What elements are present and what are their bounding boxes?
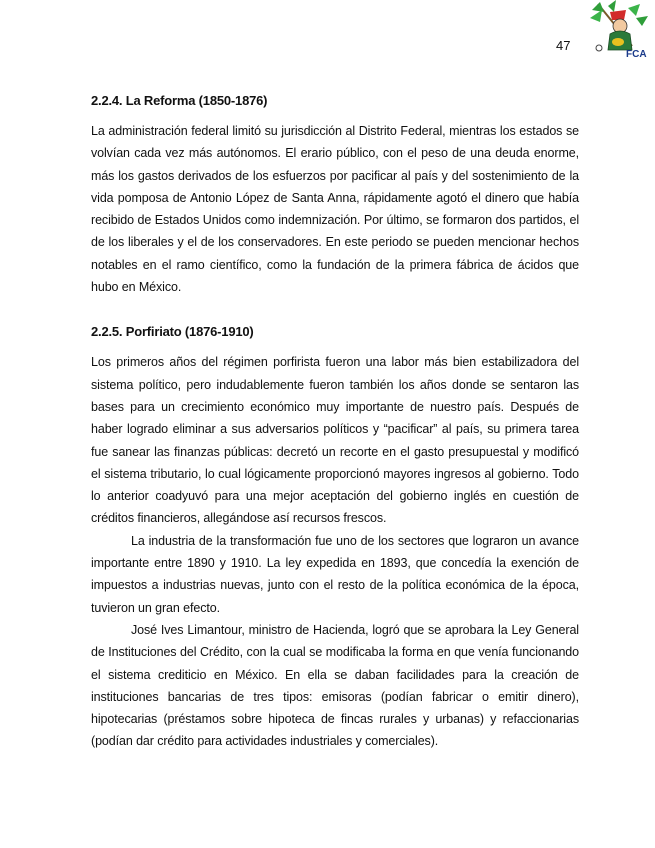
- section-heading-la-reforma: 2.2.4. La Reforma (1850-1876): [91, 93, 268, 108]
- svg-text:FCA: FCA: [626, 49, 647, 60]
- page-number: 47: [556, 38, 571, 53]
- fca-mascot-logo-icon: [588, 0, 650, 64]
- section-heading-porfiriato: 2.2.5. Porfiriato (1876-1910): [91, 324, 254, 340]
- paragraph: La industria de la transformación fue uno de los sectores que lograron un avance importante entre 1890 y 1910. La ley expedida en 1893, que concedía la exención de impuestos a industrias nuevas, junto con el resto de la política económica de la época, tuvieron un gran efecto.: [91, 533, 579, 615]
- paragraph: José Ives Limantour, ministro de Hacienda, logró que se aprobara la Ley General de Instituciones del Crédito, con la cual se modificaba la forma en que venía funcionando el sistema crediticio en México. En ella se daban facilidades para la creación de instituciones bancarias de tres tipos: emisoras (podían fabricar o emitir dinero), hipotecarias (préstamos sobre hipoteca de fincas rurales y urbanas) y refaccionarias (podían dar crédito para actividades industriales y comerciales).: [91, 622, 579, 749]
- paragraph: La administración federal limitó su jurisdicción al Distrito Federal, mientras los estados se volvían cada vez más autónomos. El erario público, con el peso de una deuda enorme, más los gastos derivados de los esfuerzos por pacificar al país y del sostenimiento de la vida pomposa de Antonio López de Santa Anna, rápidamente agotó el dinero que había recibido de Estados Unidos como indemnización. Por último, se formaron dos partidos, el de los liberales y el de los conservadores. En este periodo se pueden mencionar hechos notables en el ramo científico, como la fundación de la primera fábrica de ácidos que hubo en México.: [91, 124, 579, 295]
- paragraph: Los primeros años del régimen porfirista fueron una labor más bien estabilizadora del sistema político, pero indudablemente fueron también los años donde se sentaron las bases para un crecimiento económico muy importante de nuestro país. Después de haber logrado eliminar a sus adversarios políticos y “pacificar” al país, su primera tarea fue sanear las finanzas públicas: decretó un recorte en el gasto presupuestal y modificó el sistema tributario, lo cual lógicamente proporcionó mayores ingresos al gobierno. Todo lo anterior coadyuvó para una mejor aceptación del gobierno inglés en cuestión de créditos financieros, allegándose así recursos frescos.: [91, 355, 579, 526]
- document-body: [91, 92, 579, 753]
